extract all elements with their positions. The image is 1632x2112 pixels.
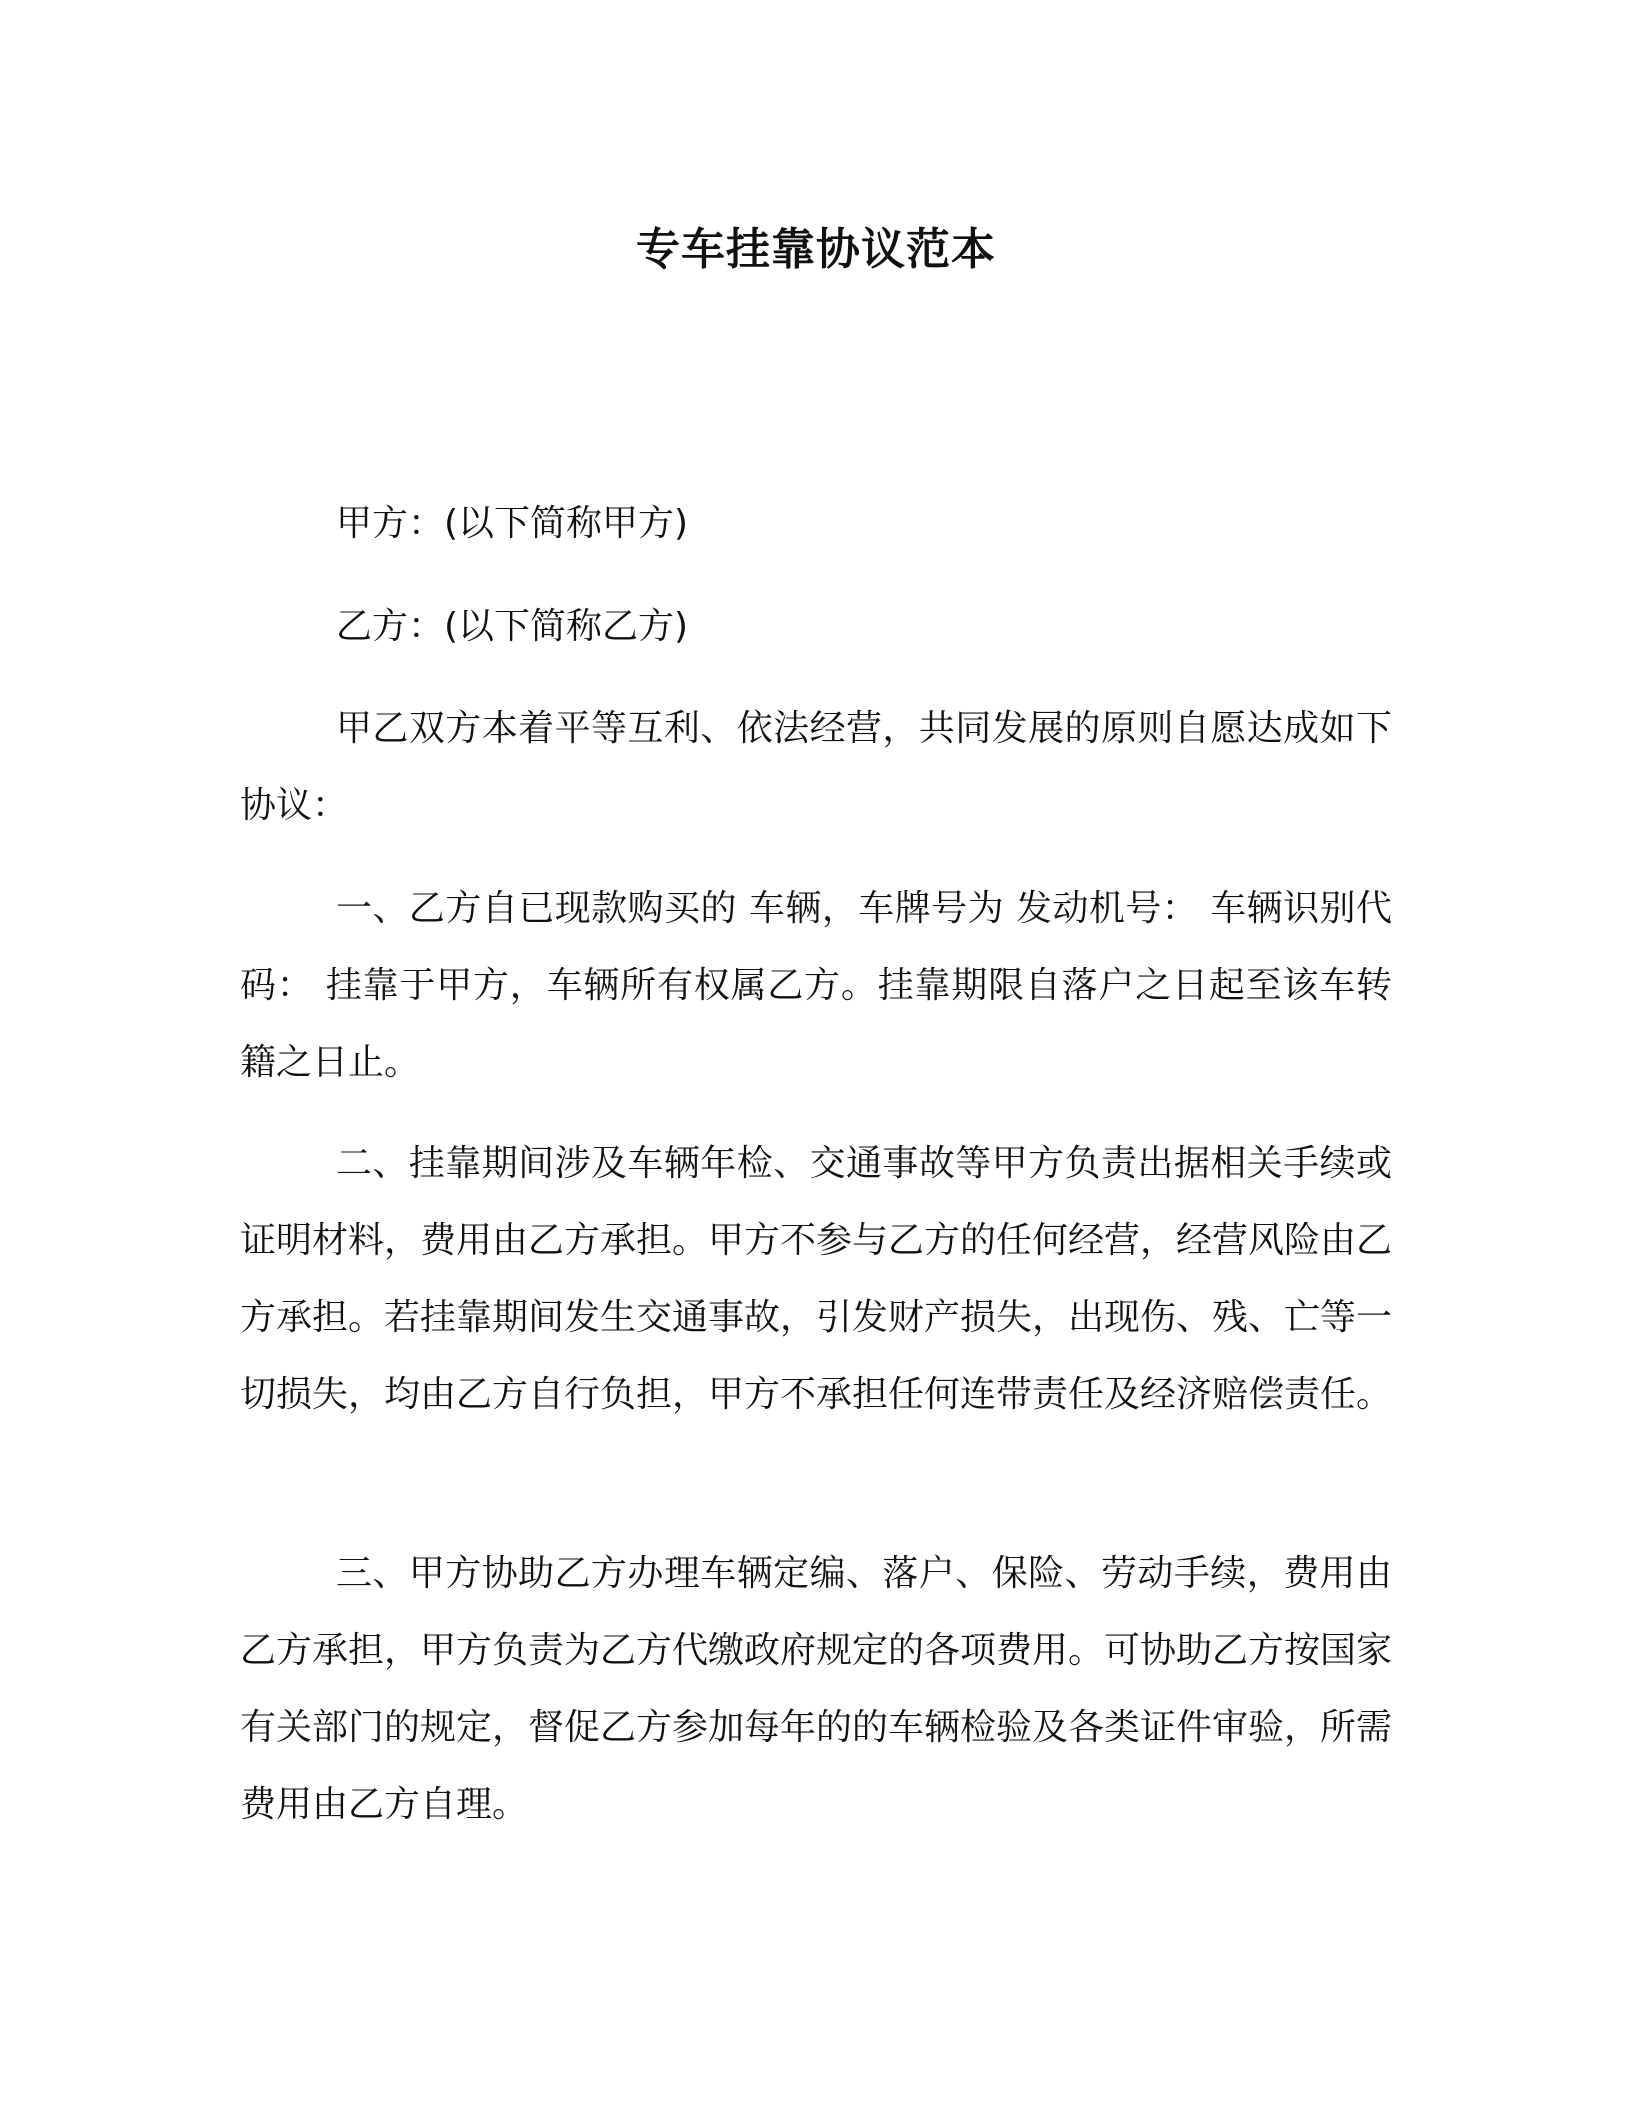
document-title: 专车挂靠协议范本	[636, 224, 996, 275]
clause-1-paragraph: 一、乙方自已现款购买的 车辆，车牌号为 发动机号： 车辆识别代码： 挂靠于甲方，车辆所有权属乙方。挂靠期限自落户之日起至该车转籍之日止。	[240, 888, 1392, 1083]
clause-2-paragraph: 二、挂靠期间涉及车辆年检、交通事故等甲方负责出据相关手续或证明材料，费用由乙方承担。甲方不参与乙方的任何经营，经营风险由乙方承担。若挂靠期间发生交通事故，引发财产损失，出现伤、残、亡等一切损失，均由乙方自行负担，甲方不承担任何连带责任及经济赔偿责任。	[240, 1143, 1393, 1415]
party-a-line: 甲方：(以下简称甲方)	[336, 503, 689, 544]
party-b-line: 乙方：(以下简称乙方)	[336, 606, 689, 647]
clause-3-paragraph: 三、甲方协助乙方办理车辆定编、落户、保险、劳动手续，费用由乙方承担，甲方负责为乙方代缴政府规定的各项费用。可协助乙方按国家有关部门的规定，督促乙方参加每年的的车辆检验及各类证件审验，所需费用由乙方自理。	[240, 1553, 1393, 1825]
intro-paragraph: 甲乙双方本着平等互利、依法经营，共同发展的原则自愿达成如下协议：	[240, 708, 1392, 826]
